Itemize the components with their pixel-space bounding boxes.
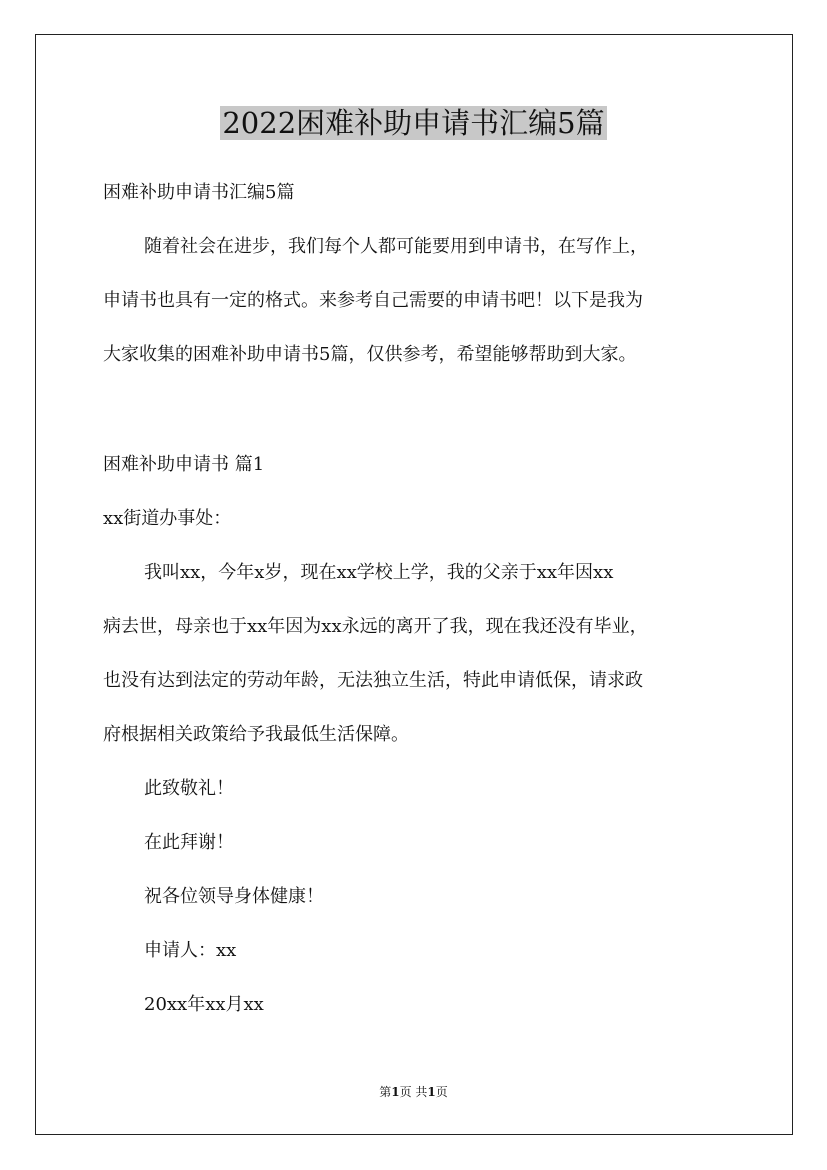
document-subtitle: 困难补助申请书汇编5篇 (103, 182, 295, 203)
footer-page-prefix: 第 (379, 1085, 392, 1099)
closing-thanks: 在此拜谢！ (144, 832, 234, 853)
section-heading: 困难补助申请书 篇1 (103, 454, 265, 475)
body-line-1: 我叫xx，今年x岁，现在xx学校上学，我的父亲于xx年因xx (144, 562, 614, 583)
salutation: xx街道办事处： (103, 508, 232, 529)
body-line-3: 也没有达到法定的劳动年龄，无法独立生活，特此申请低保，请求政 (103, 670, 643, 691)
document-title (0, 104, 827, 142)
body-line-4: 府根据相关政策给予我最低生活保障。 (103, 724, 409, 745)
application-date: 20xx年xx月xx (144, 994, 264, 1015)
footer-page-suffix: 页 (435, 1085, 448, 1099)
footer-page-total: 1 (427, 1085, 436, 1099)
page-footer (0, 1084, 827, 1100)
footer-page-current: 1 (391, 1085, 400, 1099)
body-line-2: 病去世，母亲也于xx年因为xx永远的离开了我，现在我还没有毕业， (103, 616, 648, 637)
document-title-text: 2022困难补助申请书汇编5篇 (222, 106, 605, 140)
applicant-signature: 申请人：xx (144, 940, 237, 961)
intro-line-2: 申请书也具有一定的格式。来参考自己需要的申请书吧！以下是我为 (103, 290, 643, 311)
closing-wishes: 祝各位领导身体健康！ (144, 886, 324, 907)
intro-line-1: 随着社会在进步，我们每个人都可能要用到申请书，在写作上， (144, 236, 648, 257)
footer-page-mid: 页 共 (399, 1085, 428, 1099)
intro-line-3: 大家收集的困难补助申请书5篇，仅供参考，希望能够帮助到大家。 (103, 344, 637, 365)
closing-regards: 此致敬礼！ (144, 778, 234, 799)
